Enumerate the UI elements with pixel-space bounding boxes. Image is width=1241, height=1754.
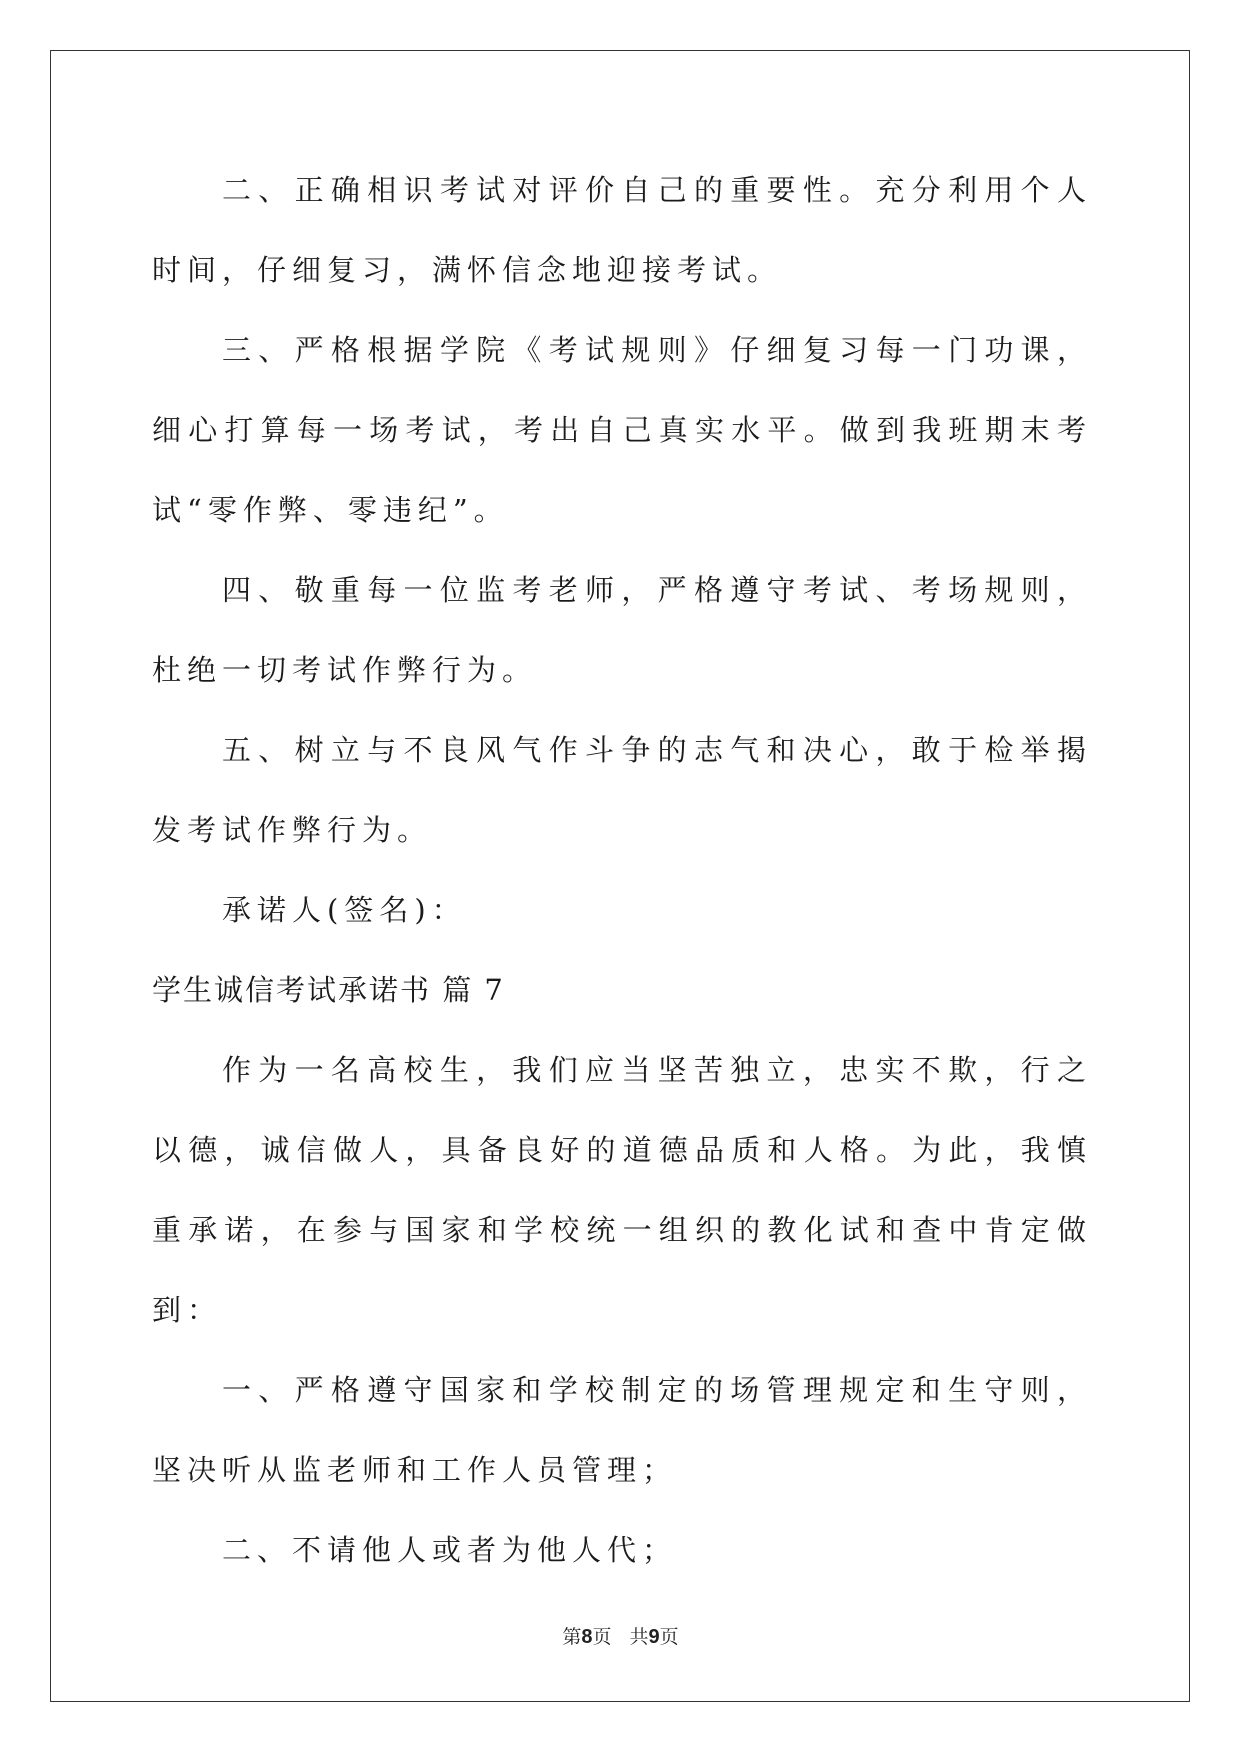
total-suffix: 页: [659, 1626, 679, 1648]
total-prefix: 共: [629, 1626, 649, 1648]
paragraph-item-5: 五、树立与不良风气作斗争的志气和决心，敢于检举揭发考试作弊行为。: [152, 733, 1092, 847]
page-prefix: 第: [562, 1626, 582, 1648]
intro-paragraph: 作为一名高校生，我们应当坚苦独立，忠实不欺，行之以德，诚信做人，具备良好的道德品质和人格。为此，我慎重承诺，在参与国家和学校统一组织的教化试和查中肯定做到：: [152, 1053, 1092, 1327]
page-footer: [0, 1622, 1241, 1649]
total-page-count: 9: [648, 1626, 660, 1648]
page-suffix: 页: [592, 1626, 612, 1648]
paragraph-item-3: 三、严格根据学院《考试规则》仔细复习每一门功课，细心打算每一场考试，考出自己真实水平。做到我班期末考试“零作弊、零违纪”。: [152, 333, 1092, 527]
pledge-item-2: 二、不请他人或者为他人代；: [222, 1533, 678, 1567]
document-body: [152, 150, 1092, 1590]
pledge-item-1: 一、严格遵守国家和学校制定的场管理规定和生守则，坚决听从监老师和工作人员管理；: [152, 1373, 1092, 1487]
paragraph-item-2: 二、正确相识考试对评价自己的重要性。充分利用个人时间，仔细复习，满怀信念地迎接考试。: [152, 173, 1092, 287]
section-heading: 学生诚信考试承诺书 篇 7: [152, 973, 505, 1007]
current-page-number: 8: [581, 1626, 593, 1648]
paragraph-item-4: 四、敬重每一位监考老师，严格遵守考试、考场规则，杜绝一切考试作弊行为。: [152, 573, 1092, 687]
signature-line: 承诺人(签名)：: [222, 893, 467, 927]
